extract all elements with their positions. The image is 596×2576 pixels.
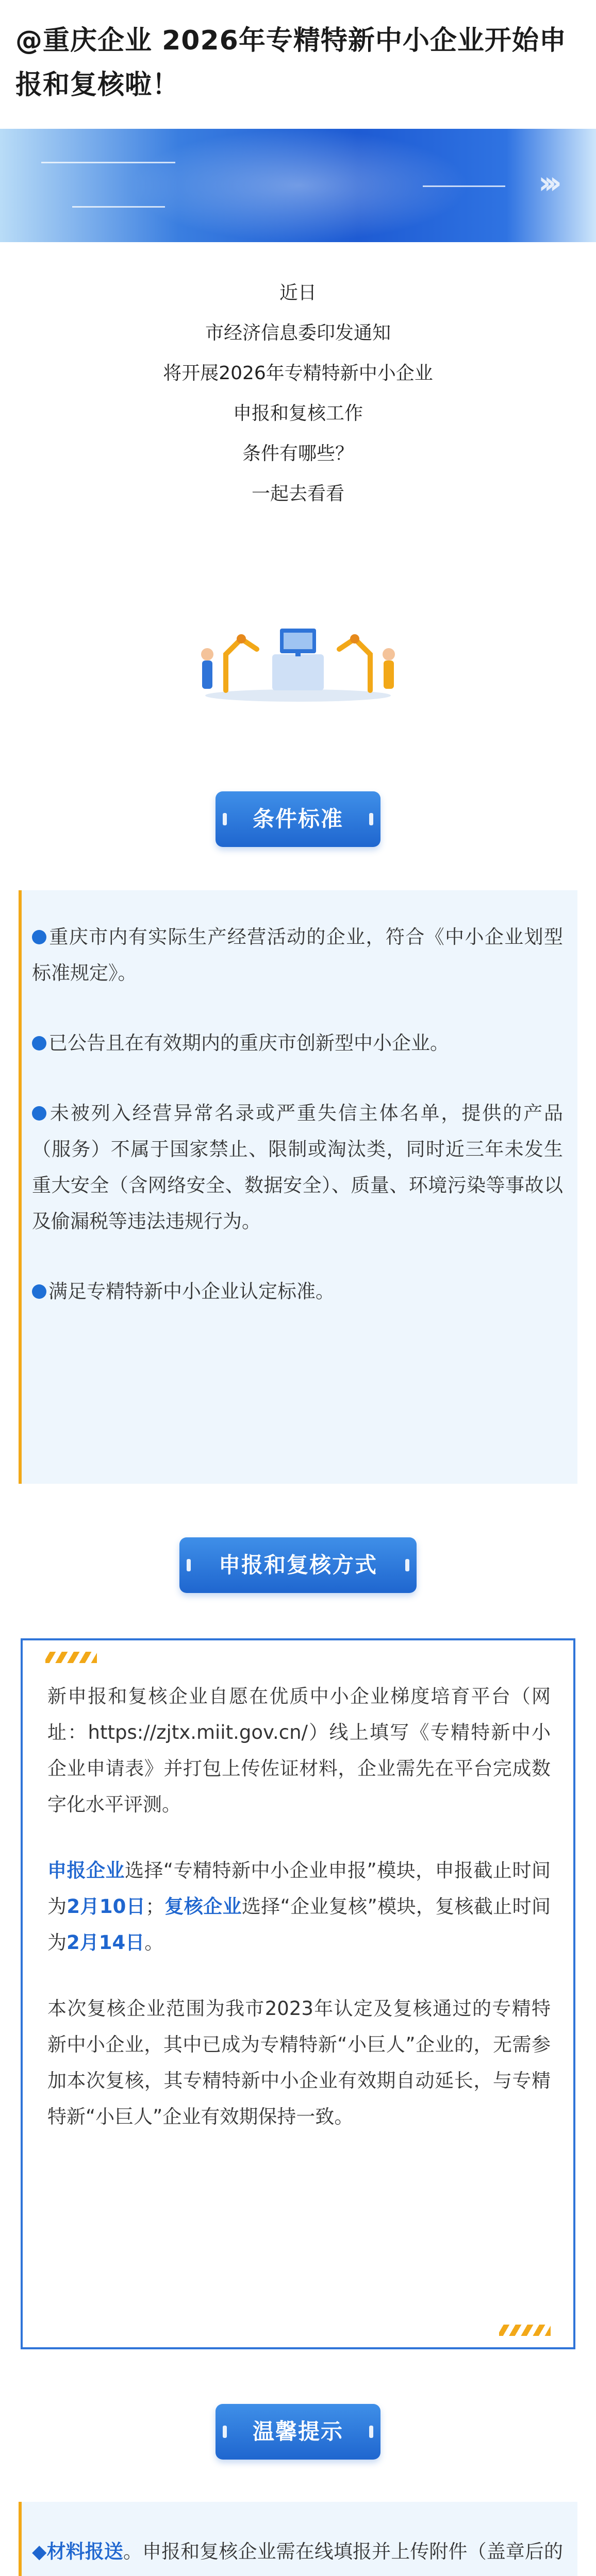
method-paragraph: 新申报和复核企业自愿在优质中小企业梯度培育平台（网址：https://zjtx.miit.gov.cn/）线上填写《专精特新中小企业申请表》并打包上传佐证材料，企业需先在平台完成数字化水平评测。	[47, 1685, 551, 1816]
criteria-item: 重庆市内有实际生产经营活动的企业，符合《中小企业划型标准规定》。	[32, 926, 563, 984]
method-box	[21, 1638, 575, 2349]
bullet-dot-icon	[32, 930, 46, 944]
section-heading-criteria: 条件标准	[216, 791, 380, 847]
intro-line: 条件有哪些？	[242, 443, 354, 464]
tips-list	[32, 2534, 563, 2576]
intro-line: 将开展2026年专精特新中小企业	[163, 363, 433, 384]
criteria-item: 未被列入经营异常名录或严重失信主体名单，提供的产品（服务）不属于国家禁止、限制或淘汰类，同时近三年未发生重大安全（含网络安全、数据安全）、质量、环境污染等事故以及偷漏税等违法违规行为。	[32, 1102, 563, 1232]
method-content	[47, 1679, 551, 2135]
intro-line: 近日	[279, 282, 317, 303]
header-banner	[0, 129, 596, 242]
factory-illustration	[195, 592, 401, 706]
banner-line	[72, 206, 165, 208]
section-heading-method: 申报和复核方式	[179, 1537, 417, 1593]
tips-panel	[19, 2502, 577, 2576]
banner-line	[423, 185, 505, 187]
article-title: @重庆企业 2026年专精特新中小企业开始申报和复核啦！	[15, 25, 567, 100]
section-heading-tips: 温馨提示	[216, 2404, 380, 2460]
panel-accent-bar	[19, 890, 22, 1484]
banner-glow	[129, 129, 469, 242]
panel-accent-bar	[19, 2502, 22, 2576]
chevrons-icon: ›››	[538, 165, 555, 201]
criteria-item: 满足专精特新中小企业认定标准。	[32, 1274, 563, 1310]
banner-line	[41, 162, 175, 163]
criteria-list	[32, 919, 563, 1310]
method-paragraph: 本次复核企业范围为我市2023年认定及复核通过的专精特新中小企业，其中已成为专精特新“小巨人”企业的，无需参加本次复核，其专精特新中小企业有效期自动延长，与专精特新“小巨人”企业有效期保持一致。	[47, 1997, 551, 2128]
criteria-panel	[19, 890, 577, 1484]
intro-text	[0, 273, 596, 514]
intro-line: 市经济信息委印发通知	[205, 323, 391, 344]
criteria-item: 已公告且在有效期内的重庆市创新型中小企业。	[32, 1025, 563, 1061]
diamond-icon: ◆	[32, 2540, 47, 2563]
intro-line: 申报和复核工作	[233, 403, 363, 424]
bullet-dot-icon	[32, 1284, 46, 1299]
method-paragraph-deadlines: 申报企业选择“专精特新中小企业申报”模块，申报截止时间为2月10日；复核企业选择“企业复核”模块，复核截止时间为2月14日。	[47, 1859, 551, 1954]
stripe-decoration	[499, 2325, 551, 2336]
stripe-decoration	[45, 1652, 97, 1663]
tip-item: ◆材料报送。申报和复核企业需在线填报并上传附件（盖章后的	[32, 2540, 563, 2563]
bullet-dot-icon	[32, 1106, 46, 1121]
intro-line: 一起去看看	[251, 483, 344, 504]
bullet-dot-icon	[32, 1036, 46, 1050]
